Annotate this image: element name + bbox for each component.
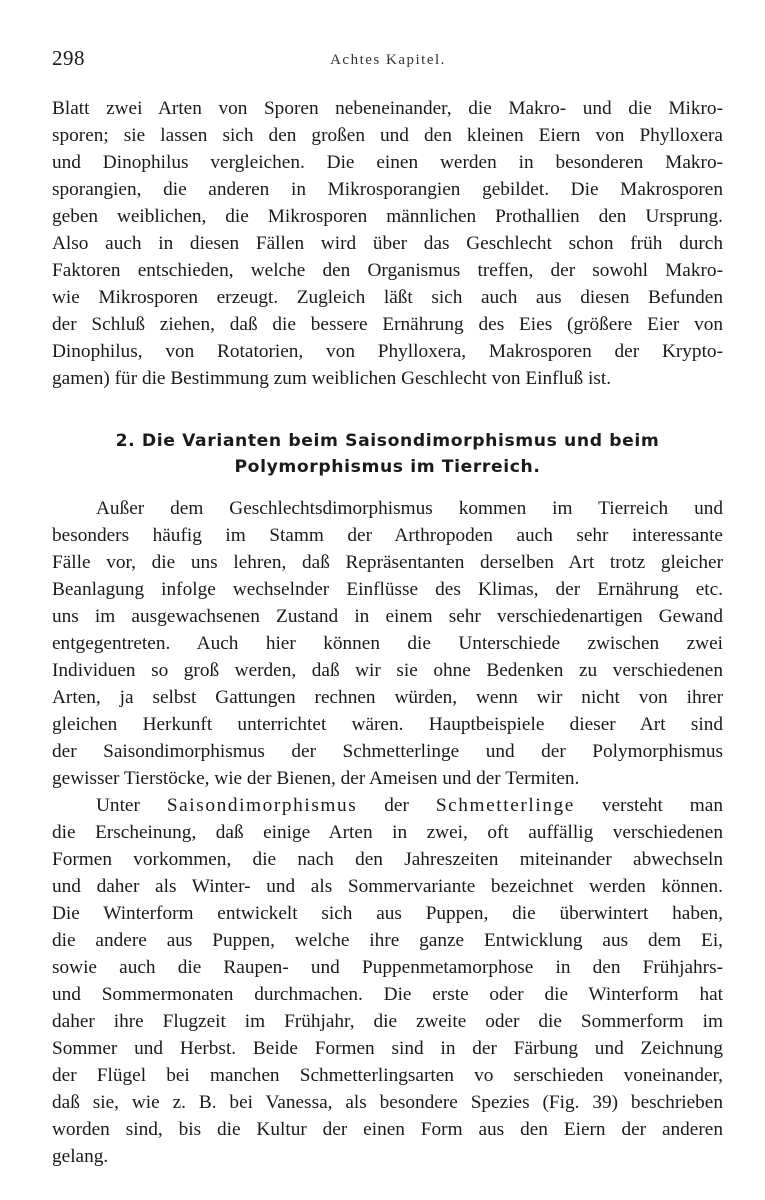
page-number: 298 [52,46,85,70]
page-header [52,46,724,76]
text-run: versteht man [574,795,723,816]
text-line: sowie auch die Raupen- und Puppenmetamorphose in den Frühjahrs- [52,957,723,978]
text-line: Beanlagung infolge wechselnder Einflüsse des Klimas, der Ernährung etc. [52,579,723,600]
text-line: und daher als Winter- und als Sommervariante bezeichnet werden können. [52,876,723,897]
text-line: daß sie, wie z. B. bei Vanessa, als besondere Spezies (Fig. 39) beschrieben [52,1092,723,1113]
text-line: sporen; sie lassen sich den großen und den kleinen Eiern von Phylloxera [52,125,723,146]
text-line: der Schluß ziehen, daß die bessere Ernährung des Eies (größere Eier von [52,314,723,335]
text-line: Also auch in diesen Fällen wird über das Geschlecht schon früh durch [52,233,723,254]
text-line: gewisser Tierstöcke, wie der Bienen, der Ameisen und der Termiten. [52,768,580,789]
running-head: Achtes Kapitel. [330,52,446,68]
text-line: Fälle vor, die uns lehren, daß Repräsentanten derselben Art trotz gleicher [52,552,723,573]
text-line: die andere aus Puppen, welche ihre ganze Entwicklung aus dem Ei, [52,930,723,951]
text-line: Blatt zwei Arten von Sporen nebeneinander, die Makro- und die Mikro- [52,98,723,119]
text-line: uns im ausgewachsenen Zustand in einem sehr verschiedenartigen Gewand [52,606,723,627]
text-line: die Erscheinung, daß einige Arten in zwei, oft auffällig verschiedenen [52,822,723,843]
text-line: und Sommermonaten durchmachen. Die erste oder die Winterform hat [52,984,723,1005]
text-line [96,793,723,819]
text-line: Dinophilus, von Rotatorien, von Phylloxera, Makrosporen der Krypto- [52,341,723,362]
emphasized-term: Schmetterlinge [435,795,575,816]
text-line: Arten, ja selbst Gattungen rechnen würden, wenn wir nicht von ihrer [52,687,723,708]
text-line: der Flügel bei manchen Schmetterlingsarten vo serschieden voneinander, [52,1065,723,1086]
text-line: Formen vorkommen, die nach den Jahreszeiten miteinander abwechseln [52,849,723,870]
text-line: worden sind, bis die Kultur der einen Form aus den Eiern der anderen [52,1119,723,1140]
text-line: gelang. [52,1146,109,1167]
text-run: Unter [96,795,167,816]
text-line: sporangien, die anderen in Mikrosporangien gebildet. Die Makrosporen [52,179,723,200]
section-heading-line: Polymorphismus im Tierreich. [234,457,541,477]
text-line: entgegentreten. Auch hier können die Unterschiede zwischen zwei [52,633,723,654]
text-line: gamen) für die Bestimmung zum weiblichen Geschlecht von Einfluß ist. [52,368,612,389]
text-line: gleichen Herkunft unterrichtet wären. Hauptbeispiele dieser Art sind [52,714,723,735]
text-line: Individuen so groß werden, daß wir sie ohne Bedenken zu verschiedenen [52,660,723,681]
text-line: besonders häufig im Stamm der Arthropoden auch sehr interessante [52,525,723,546]
text-line: daher ihre Flugzeit im Frühjahr, die zweite oder die Sommerform im [52,1011,723,1032]
text-run: der [357,795,436,816]
text-line: Faktoren entschieden, welche den Organismus treffen, der sowohl Makro- [52,260,723,281]
text-line: wie Mikrosporen erzeugt. Zugleich läßt sich auch aus diesen Befunden [52,287,723,308]
text-line: und Dinophilus vergleichen. Die einen werden in besonderen Makro- [52,152,723,173]
text-line: Sommer und Herbst. Beide Formen sind in der Färbung und Zeichnung [52,1038,723,1059]
emphasized-term: Saisondimorphismus [166,795,358,816]
section-heading-line: 2. Die Varianten beim Saisondimorphismus und beim [115,431,660,451]
text-line: der Saisondimorphismus der Schmetterlinge und der Polymorphismus [52,741,723,762]
text-line: geben weiblichen, die Mikrosporen männlichen Prothallien den Ursprung. [52,206,723,227]
text-line: Die Winterform entwickelt sich aus Puppen, die überwintert haben, [52,903,723,924]
text-line: Außer dem Geschlechtsdimorphismus kommen im Tierreich und [96,498,723,519]
